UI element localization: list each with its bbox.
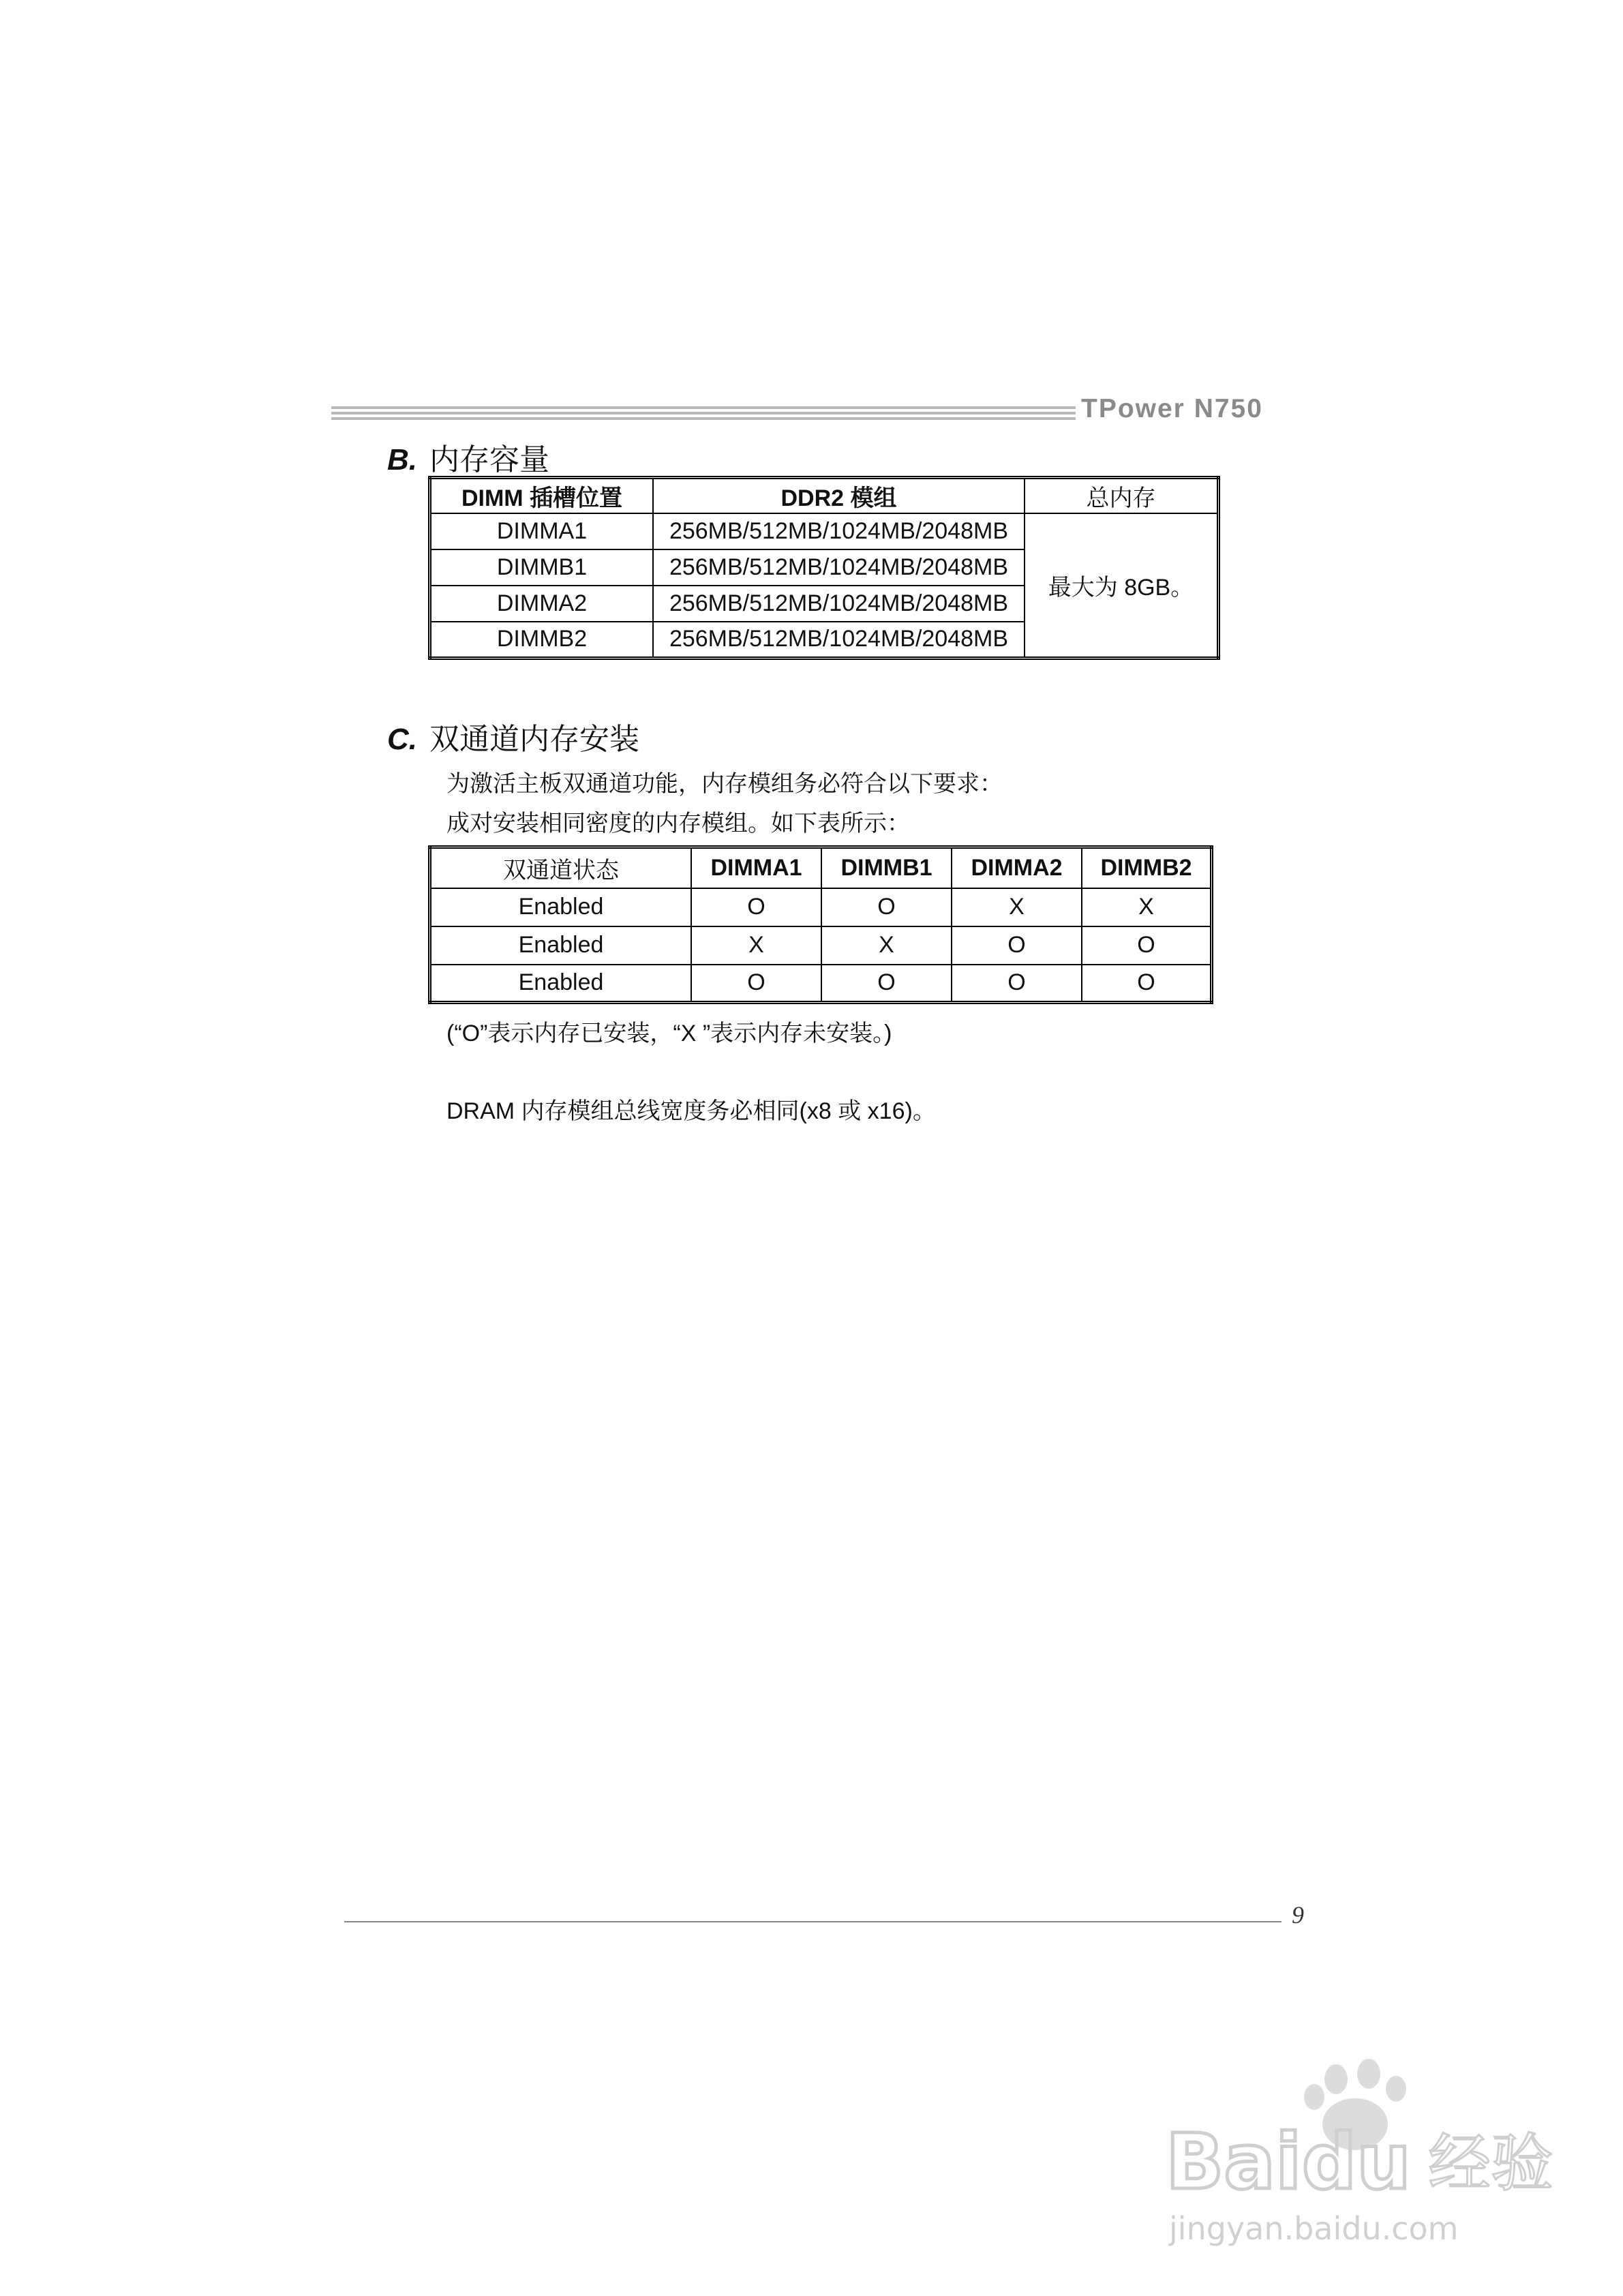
slot-cell: DIMMB1 xyxy=(430,549,654,586)
table-row xyxy=(430,926,1212,965)
table-row xyxy=(430,965,1212,1003)
col-header-module: DDR2 模组 xyxy=(653,478,1025,514)
page-number: 9 xyxy=(1292,1901,1304,1929)
module-cell: 256MB/512MB/1024MB/2048MB xyxy=(653,549,1025,586)
dimm-cell: O xyxy=(952,965,1082,1003)
dual-channel-requirement: 成对安装相同密度的内存模组。如下表所示： xyxy=(446,811,910,836)
dimm-cell: O xyxy=(821,965,952,1003)
dram-width-note: DRAM 内存模组总线宽度务必相同(x8 或 x16)。 xyxy=(446,1098,936,1124)
table-header-row xyxy=(430,847,1212,888)
dimm-cell: X xyxy=(1082,888,1212,926)
table-header-row xyxy=(430,478,1219,514)
dimm-cell: X xyxy=(691,926,821,965)
status-cell: Enabled xyxy=(430,926,692,965)
module-cell: 256MB/512MB/1024MB/2048MB xyxy=(653,622,1025,658)
status-cell: Enabled xyxy=(430,965,692,1003)
memory-capacity-table xyxy=(428,476,1220,660)
table-row xyxy=(430,888,1212,926)
dimm-cell: O xyxy=(1082,965,1212,1003)
dimm-cell: O xyxy=(1082,926,1212,965)
svg-text:经验: 经验 xyxy=(1428,2127,1554,2200)
section-b-title xyxy=(387,435,549,479)
slot-cell: DIMMA2 xyxy=(430,586,654,622)
dimm-cell: X xyxy=(821,926,952,965)
baidu-watermark xyxy=(1152,2059,1575,2263)
header-title: TPower N750 xyxy=(1081,394,1263,423)
paw-logo-icon xyxy=(1152,2059,1575,2263)
legend-note: (“O”表示内存已安装，“X ”表示内存未安装。) xyxy=(446,1021,892,1046)
section-b-heading: 内存容量 xyxy=(429,443,549,477)
total-memory-cell: 最大为 8GB。 xyxy=(1025,513,1219,658)
svg-text:du: du xyxy=(1302,2118,1411,2207)
col-header-total: 总内存 xyxy=(1025,478,1219,514)
svg-text:jingyan.baidu.com: jingyan.baidu.com xyxy=(1169,2210,1459,2247)
dual-channel-table xyxy=(428,845,1213,1004)
section-b-letter: B. xyxy=(387,443,417,477)
status-cell: Enabled xyxy=(430,888,692,926)
dimm-cell: O xyxy=(691,888,821,926)
section-c-heading: 双通道内存安装 xyxy=(429,723,639,756)
dimm-cell: O xyxy=(691,965,821,1003)
col-header-dimma2: DIMMA2 xyxy=(952,847,1082,888)
dimm-cell: X xyxy=(952,888,1082,926)
dimm-cell: O xyxy=(952,926,1082,965)
col-header-dimmb2: DIMMB2 xyxy=(1082,847,1212,888)
module-cell: 256MB/512MB/1024MB/2048MB xyxy=(653,513,1025,549)
table-row xyxy=(430,513,1219,549)
slot-cell: DIMMB2 xyxy=(430,622,654,658)
slot-cell: DIMMA1 xyxy=(430,513,654,549)
dimm-cell: O xyxy=(821,888,952,926)
svg-text:Bai: Bai xyxy=(1166,2118,1302,2207)
col-header-slot: DIMM 插槽位置 xyxy=(430,478,654,514)
col-header-dimma1: DIMMA1 xyxy=(691,847,821,888)
section-c-letter: C. xyxy=(387,723,417,756)
col-header-dimmb1: DIMMB1 xyxy=(821,847,952,888)
module-cell: 256MB/512MB/1024MB/2048MB xyxy=(653,586,1025,622)
section-c-title xyxy=(387,714,639,758)
header-rule xyxy=(331,406,1076,423)
footer-rule xyxy=(344,1921,1281,1922)
col-header-status: 双通道状态 xyxy=(430,847,692,888)
dual-channel-intro: 为激活主板双通道功能，内存模组务必符合以下要求： xyxy=(446,771,1003,797)
